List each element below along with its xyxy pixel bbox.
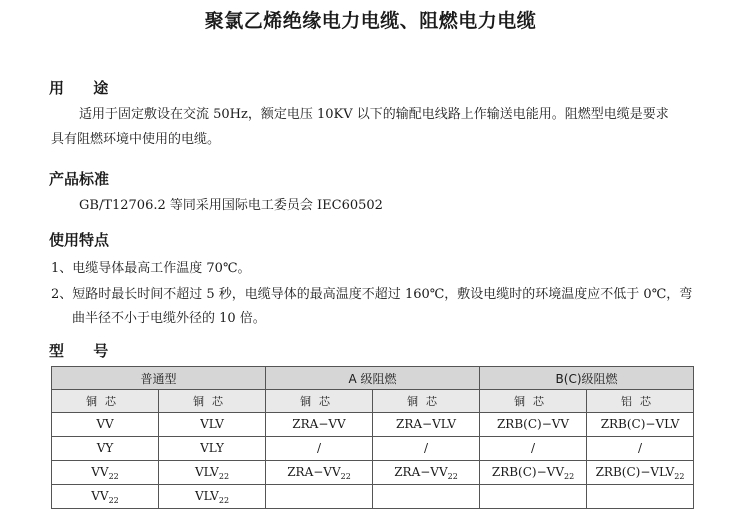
table-cell	[480, 485, 587, 509]
table-row	[52, 413, 694, 437]
column-header: 铜芯	[373, 390, 480, 413]
models-heading: 型 号	[49, 342, 121, 360]
features-heading: 使用特点	[49, 231, 110, 249]
table-cell: ZRA−VLV	[373, 413, 480, 437]
table-group-header-row	[52, 367, 694, 390]
table-cell: VLV	[159, 413, 266, 437]
column-header: 铝芯	[587, 390, 694, 413]
group-header: 普通型	[52, 367, 266, 390]
group-header: B(C)级阻燃	[480, 367, 694, 390]
table-cell: ZRB(C)−VLV	[587, 413, 694, 437]
standard-heading: 产品标准	[49, 170, 110, 188]
table-cell: ZRB(C)−VV	[480, 413, 587, 437]
table-cell: $VLV_{22}$	[159, 485, 266, 509]
table-cell: VY	[52, 437, 159, 461]
table-cell	[266, 485, 373, 509]
table-cell: ZRA−VV	[266, 413, 373, 437]
table-cell: $ZRB(C)-VV_{22}$	[480, 461, 587, 485]
table-row	[52, 485, 694, 509]
table-cell: $VV_{22}$	[52, 461, 159, 485]
table-cell: $VLV_{22}$	[159, 461, 266, 485]
column-header: 铜芯	[159, 390, 266, 413]
table-cell: $ZRB(C)-VLV_{22}$	[587, 461, 694, 485]
feature-item-2-line1: 2、短路时最长时间不超过 5 秒，电缆导体的最高温度不超过 160℃，敷设电缆时的环境温度应不低于 0℃，弯	[51, 287, 693, 302]
model-table	[51, 366, 694, 509]
group-header: A 级阻燃	[266, 367, 480, 390]
table-cell: $VV_{22}$	[52, 485, 159, 509]
feature-item-1: 1、电缆导体最高工作温度 70℃。	[51, 261, 251, 276]
standard-text: GB/T12706.2 等同采用国际电工委员会 IEC60502	[79, 198, 383, 213]
table-cell: VV	[52, 413, 159, 437]
table-row	[52, 461, 694, 485]
table-cell: /	[373, 437, 480, 461]
table-cell: /	[480, 437, 587, 461]
column-header: 铜芯	[266, 390, 373, 413]
table-cell: $ZRA-VV_{22}$	[373, 461, 480, 485]
document-title: 聚氯乙烯绝缘电力电缆、阻燃电力电缆	[204, 10, 537, 32]
table-cell: $ZRA-VV_{22}$	[266, 461, 373, 485]
usage-text-line2: 具有阻燃环境中使用的电缆。	[51, 132, 221, 147]
usage-heading: 用 途	[49, 79, 121, 97]
table-cell: /	[587, 437, 694, 461]
table-cell: /	[266, 437, 373, 461]
table-cell	[587, 485, 694, 509]
column-header: 铜芯	[480, 390, 587, 413]
table-row	[52, 437, 694, 461]
column-header: 铜芯	[52, 390, 159, 413]
table-cell: VLY	[159, 437, 266, 461]
table-subheader-row	[52, 390, 694, 413]
usage-text-line1: 适用于固定敷设在交流 50Hz，额定电压 10KV 以下的输配电线路上作输送电能用。阻燃型电缆是要求	[79, 107, 669, 122]
feature-item-2-line2: 曲半径不小于电缆外径的 10 倍。	[72, 311, 266, 326]
table-cell	[373, 485, 480, 509]
